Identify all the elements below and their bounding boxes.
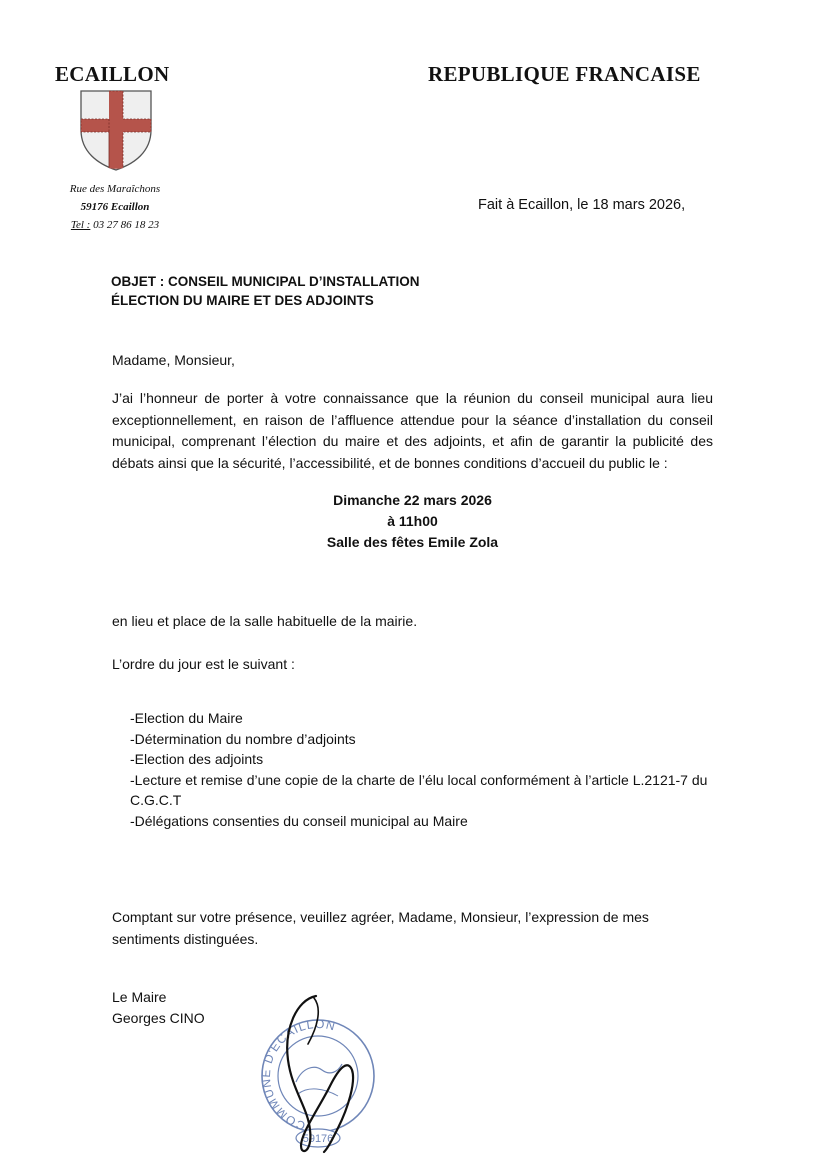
signature-title: Le Maire	[112, 989, 167, 1005]
town-name: ECAILLON	[55, 62, 170, 86]
list-item: -Election des adjoints	[130, 751, 264, 767]
tel-label: Tel :	[70, 219, 91, 231]
tel-number: 03 27 86 18 23	[93, 219, 160, 231]
closing-text: Comptant sur votre présence, veuillez agréer, Madame, Monsieur, l’expression de mes sentiments distinguées.	[112, 909, 649, 947]
handwritten-signature	[268, 990, 358, 1158]
address-city: 59176 Ecaillon	[80, 201, 150, 213]
object-line-2: ÉLECTION DU MAIRE ET DES ADJOINTS	[111, 293, 374, 308]
event-time: à 11h00	[387, 513, 438, 529]
agenda-list	[130, 708, 750, 831]
republic-heading: REPUBLIQUE FRANCAISE	[428, 62, 701, 86]
coat-of-arms-icon	[78, 88, 154, 172]
date-line: Fait à Ecaillon, le 18 mars 2026,	[478, 197, 686, 213]
object-line-1: OBJET : CONSEIL MUNICIPAL D’INSTALLATION	[111, 274, 420, 289]
event-place: Salle des fêtes Emile Zola	[326, 534, 499, 550]
list-item: -Détermination du nombre d’adjoints	[130, 730, 356, 747]
address-street: Rue des Maraîchons	[69, 183, 161, 195]
in-lieu-text: en lieu et place de la salle habituelle de la mairie.	[112, 613, 418, 629]
event-date: Dimanche 22 mars 2026	[333, 492, 492, 508]
list-item: C.G.C.T	[130, 792, 182, 808]
agenda-intro: L’ordre du jour est le suivant :	[112, 656, 295, 672]
stamp-code: 59176	[302, 1133, 334, 1145]
signature-name: Georges CINO	[112, 1010, 205, 1026]
stamp-ring-text: COMMUNE D'ECAILLON	[258, 1016, 338, 1134]
list-item: -Délégations consenties du conseil municipal au Maire	[130, 812, 468, 829]
body-paragraph: J’ai l’honneur de porter à votre connaissance que la réunion du conseil municipal aura lieu exceptionnellement, en raison de l’affluence attendue pour la séance d’installation du conseil municipal, comprenant l’élection du maire et des adjoints, et afin de garantir la publicité des débats ainsi que la sécurité, l’accessibilité, et de bonnes conditions d’accueil du public le :	[112, 390, 713, 471]
salutation: Madame, Monsieur,	[112, 352, 235, 368]
list-item: -Election du Maire	[130, 710, 243, 726]
address-phone	[55, 216, 175, 234]
list-item: -Lecture et remise d’une copie de la charte de l’élu local conformément à l’article L.2121-7 du	[130, 771, 708, 788]
